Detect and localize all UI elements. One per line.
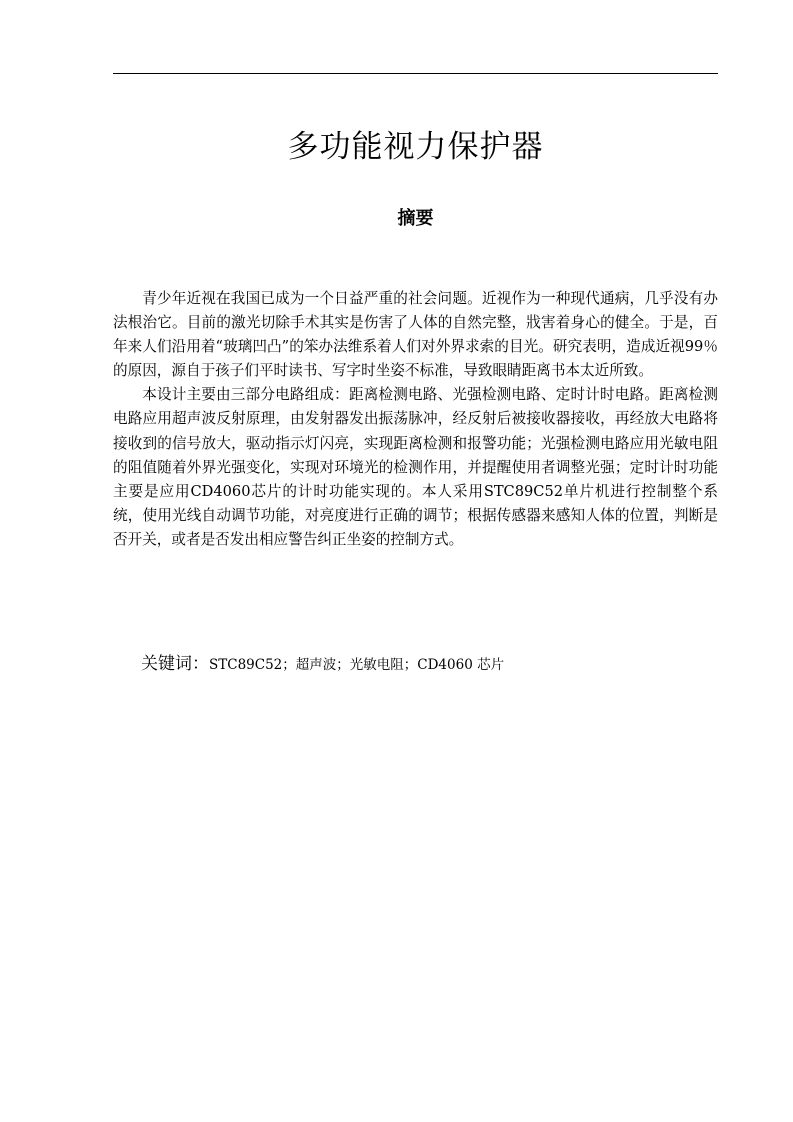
abstract-paragraph-2: 本设计主要由三部分电路组成：距离检测电路、光强检测电路、定时计时电路。距离检测电路应用超声波反射原理，由发射器发出振荡脉冲，经反射后被接收器接收，再经放大电路将接收到的信号放大，驱动指示灯闪亮，实现距离检测和报警功能；光强检测电路应用光敏电阻的阻值随着外界光强变化，实现对环境光的检测作用，并提醒使用者调整光强；定时计时功能主要是应用CD4060芯片的计时功能实现的。本人采用STC89C52单片机进行控制整个系统，使用光线自动调节功能，对亮度进行正确的调节；根据传感器来感知人体的位置，判断是否开关，或者是否发出相应警告纠正坐姿的控制方式。: [113, 386, 718, 548]
keywords-line: [141, 651, 718, 678]
abstract-heading: 摘要: [397, 208, 434, 229]
document-title: 多功能视力保护器: [287, 129, 544, 165]
keywords-values: STC89C52；超声波；光敏电阻；CD4060 芯片: [209, 657, 505, 673]
keywords-label: 关键词：: [141, 654, 209, 674]
header-rule: [113, 73, 718, 74]
abstract-body: [113, 287, 718, 552]
abstract-paragraph-1: 青少年近视在我国已成为一个日益严重的社会问题。近视作为一种现代通病，几乎没有办法根治它。目前的激光切除手术其实是伤害了人体的自然完整，戕害着身心的健全。于是，百年来人们沿用着“玻璃凹凸”的笨办法维系着人们对外界求索的目光。研究表明，造成近视99％的原因，源自于孩子们平时读书、写字时坐姿不标准，导致眼睛距离书本太近所致。: [113, 290, 718, 380]
